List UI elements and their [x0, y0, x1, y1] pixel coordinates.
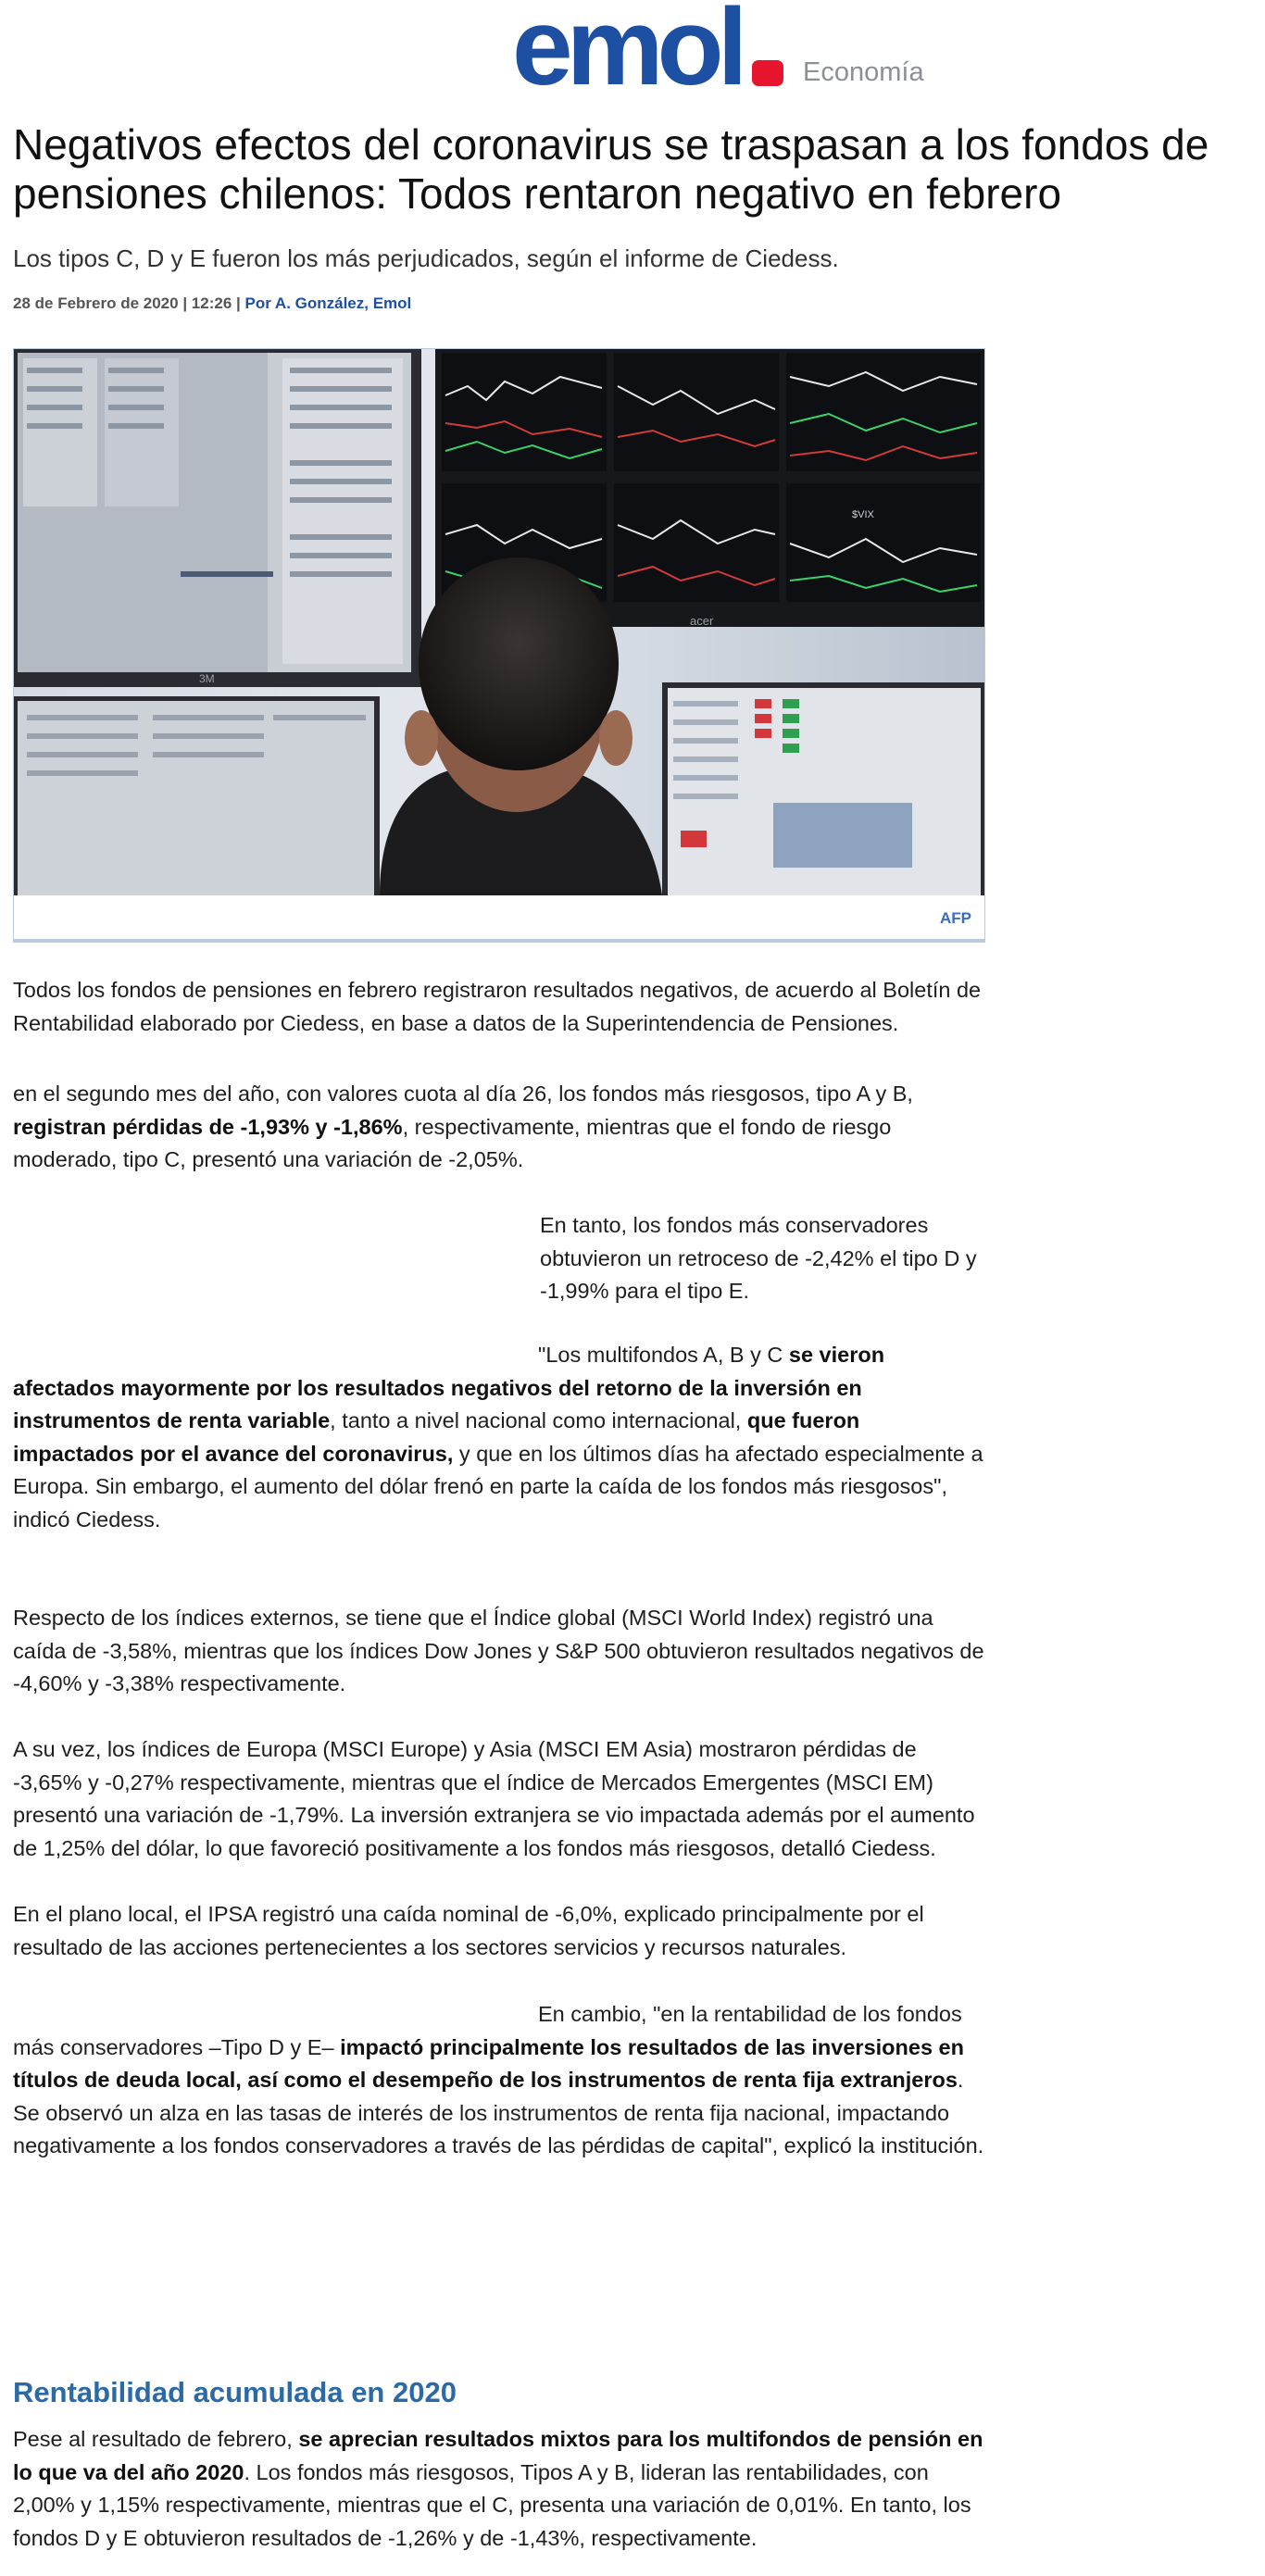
trading-screens-photo	[14, 349, 984, 895]
monitor-brand-text: 3M	[199, 672, 215, 685]
paragraph-2-bold: registran pérdidas de -1,93% y -1,86%	[13, 1114, 403, 1139]
article-photo	[13, 348, 985, 943]
publish-date: 28 de Febrero de 2020 | 12:26 |	[13, 294, 245, 312]
byline	[13, 294, 411, 313]
paragraph-9-text-a: Pese al resultado de febrero,	[13, 2427, 299, 2451]
paragraph-2	[13, 1078, 985, 1177]
paragraph-8-text-a: En cambio, "en la rentabilidad de los fondos más conservadores –Tipo D y E–	[13, 2002, 962, 2059]
paragraph-8	[13, 1998, 985, 2163]
chart-ticker-text: $VIX	[852, 509, 874, 520]
paragraph-9	[13, 2423, 985, 2555]
logo-dot	[752, 60, 783, 86]
section-heading: Rentabilidad acumulada en 2020	[13, 2376, 457, 2408]
paragraph-4-text-b: , tanto a nivel nacional como internacional,	[330, 1408, 747, 1432]
monitor-label-text: acer	[690, 614, 714, 628]
paragraph-9-bold: se aprecian resultados mixtos para los multifondos de pensión en lo que va del año 2020	[13, 2427, 983, 2484]
paragraph-5: Respecto de los índices externos, se tiene que el Índice global (MSCI World Index) registró una caída de -3,58%, mientras que los índices Dow Jones y S&P 500 obtuvieron resultados negativos de -4,60% y -3,38% respectivamente.	[13, 1606, 984, 1695]
photo-illustration	[14, 349, 984, 895]
logo-wordmark: emol	[512, 0, 742, 108]
paragraph-4	[13, 1339, 985, 1536]
paragraph-1: Todos los fondos de pensiones en febrero registraron resultados negativos, de acuerdo al Boletín de Rentabilidad elaborado por Ciedess, en base a datos de la Superintendencia de Pensiones.	[13, 978, 982, 1035]
paragraph-6: A su vez, los índices de Europa (MSCI Europe) y Asia (MSCI EM Asia) mostraron pérdidas de -3,65% y -0,27% respectivamente, mientras que el índice de Mercados Emergentes (MSCI EM) presentó una variación de -1,79%. La inversión extranjera se vio impactada además por el aumento de 1,25% del dólar, lo que favoreció positivamente a los fondos más riesgosos, detalló Ciedess.	[13, 1737, 975, 1860]
paragraph-3: En tanto, los fondos más conservadores obtuvieron un retroceso de -2,42% el tipo D y -1,99% para el tipo E.	[540, 1213, 977, 1303]
paragraph-2-text-a: en el segundo mes del año, con valores cuota al día 26, los fondos más riesgosos, tipo A y B,	[13, 1082, 913, 1106]
section-label[interactable]: Economía	[803, 57, 924, 87]
article-headline: Negativos efectos del coronavirus se traspasan a los fondos de pensiones chilenos: Todos rentaron negativo en febrero	[13, 120, 1209, 218]
author-link[interactable]: Por A. González, Emol	[244, 294, 412, 312]
photo-credit: AFP	[940, 909, 971, 927]
site-header	[0, 0, 1265, 108]
paragraph-7: En el plano local, el IPSA registró una caída nominal de -6,0%, explicado principalmente por el resultado de las acciones pertenecientes a los sectores servicios y recursos naturales.	[13, 1902, 924, 1959]
article-subtitle: Los tipos C, D y E fueron los más perjudicados, según el informe de Ciedess.	[13, 244, 839, 272]
paragraph-4-bold-b: que fueron impactados por el avance del coronavirus,	[13, 1408, 860, 1466]
paragraph-8-text-b: . Se observó un alza en las tasas de interés de los instrumentos de renta fija nacional, impactando negativamente a los fondos conservadores a través de las pérdidas de capital", explicó la institución.	[13, 2068, 984, 2157]
paragraph-8-bold: impactó principalmente los resultados de las inversiones en títulos de deuda local, así como el desempeño de los instrumentos de renta fija extranjeros	[13, 2034, 964, 2092]
paragraph-4-text-a: "Los multifondos A, B y C	[538, 1343, 789, 1367]
paragraph-2-text-b: , respectivamente, mientras que el fondo de riesgo moderado, tipo C, presentó una variación de -2,05%.	[13, 1114, 892, 1171]
paragraph-9-text-b: . Los fondos más riesgosos, Tipos A y B, lideran las rentabilidades, con 2,00% y 1,15% respectivamente, mientras que el C, presenta una variación de 0,01%. En tanto, los fondos D y E obtuvieron resultados de -1,26% y de -1,43%, respectivamente.	[13, 2459, 971, 2550]
emol-logo[interactable]	[512, 0, 783, 108]
paragraph-4-bold-a: se vieron afectados mayormente por los resultados negativos del retorno de la inversión en instrumentos de renta variable	[13, 1343, 885, 1432]
paragraph-4-text-c: y que en los últimos días ha afectado especialmente a Europa. Sin embargo, el aumento del dólar frenó en parte la caída de los fondos más riesgosos", indicó Ciedess.	[13, 1441, 983, 1532]
